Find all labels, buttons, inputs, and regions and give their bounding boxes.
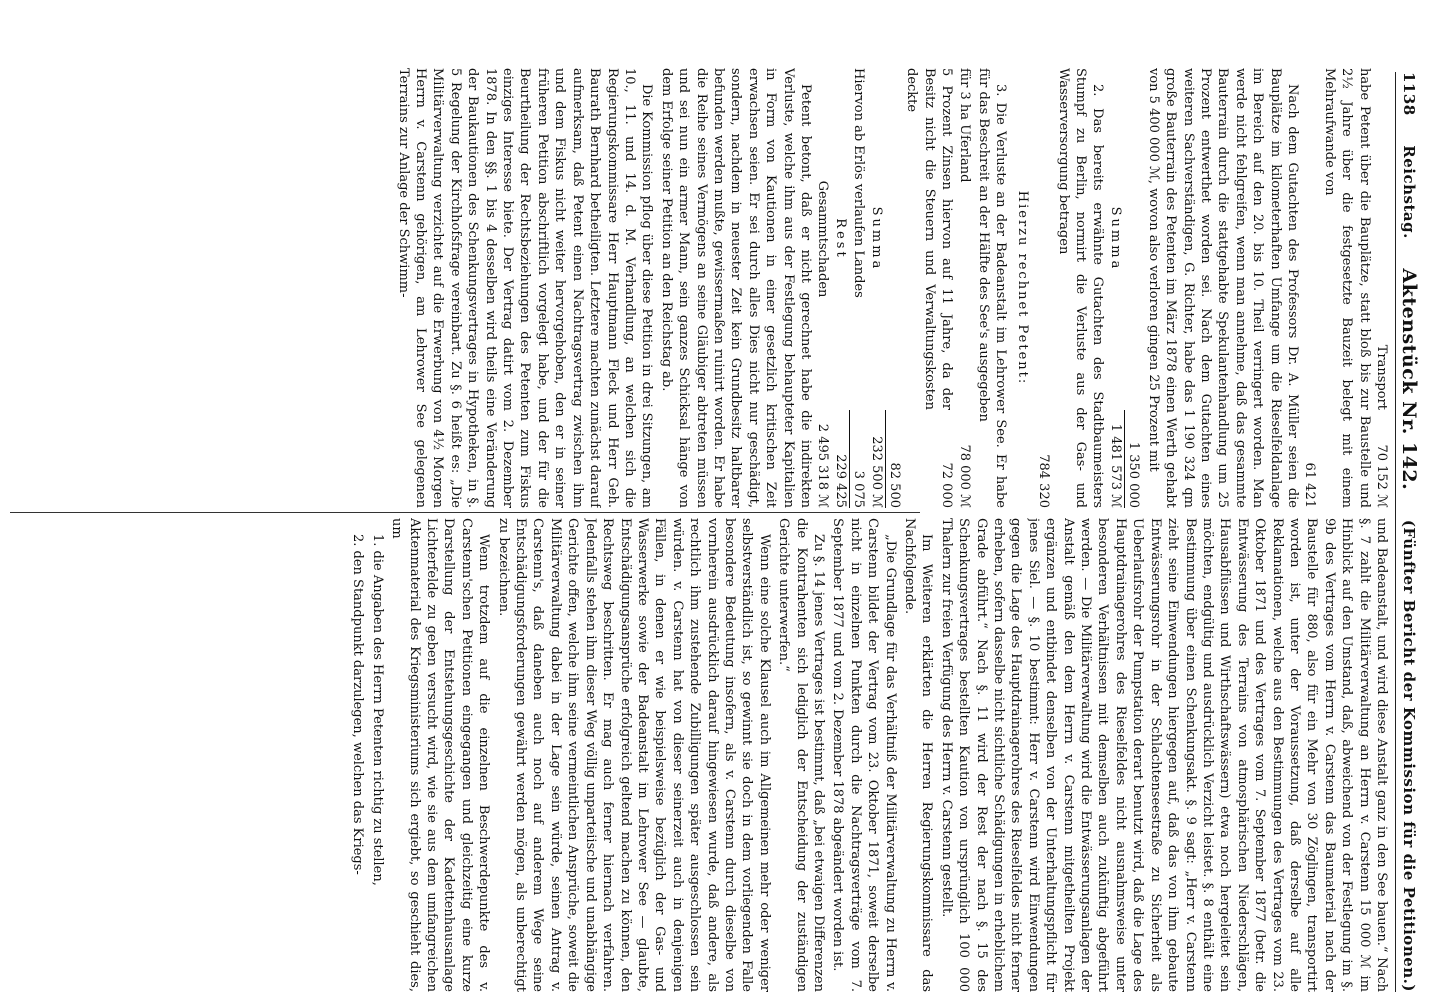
deduction-row: Hiervon ab Erlös verlaufen Landes 3 075 xyxy=(849,68,867,508)
paragraph: Im Weiteren erklärten die Herren Regierungskommissare das Nachfolgende. xyxy=(902,518,935,992)
left-column xyxy=(20,68,1390,508)
header-report-title: (Fünfter Bericht der Kommission für die Petitionen.) xyxy=(1400,519,1418,992)
right-column xyxy=(20,518,1390,992)
transport-row: Transport 70 152 ℳ xyxy=(1374,344,1389,508)
paragraph: Wenn eine solche Klausel auch im Allgemeinen mehr oder weniger selbstverständlich ist, so gewinnt sie doch in dem vorliegenden Falle besondere Bedeutung insofern, als v. Carstenn durch dieselbe von vornherein ausdrücklich darauf hingewiesen wurde, daß andere, als rechtlich ihm zustehende Zubilligungen später ausgeschlossen sein würden. v. Carstenn hat von dieser seinerzeit auch in denjenigen Fällen, in denen er wie beispielsweise bezüglich der Gas- und Wasserwerke sowie der Badeanstalt im Lehrower See — glaubte, Entschädigungsansprüche erfolgreich geltend machen zu können, den Rechtsweg beschritten. Er mag auch ferner hiernach verfahren. Jedenfalls stehen ihm dieser Weg völlig unparteiische und unabhängige Gerichte offen, welche ihm seine vermeintlichen Ansprüche, soweit die Militärverwaltung dabei in der Lage sein würde, seinen Antrag v. Carstenn's, daß daneben auch noch auf anderem Wege seine Entschädigungsforderungen gewährt werden mögen, als unberechtigt zu bezeichnen. xyxy=(495,518,772,992)
header-issue: Aktenstück Nr. 142. xyxy=(1398,268,1420,491)
paragraph: habe Petent über die Bauplätze, statt bloß bis zur Baustelle und 2½ Jahre über die festgesetzte Bauzeit belegt mit einem Mehraufwande von xyxy=(1321,68,1372,508)
summa-row: Summa 1 481 573 ℳ xyxy=(1107,206,1123,508)
section-heading: Hierzu rechnet Petent: xyxy=(1014,190,1030,386)
rest-row: Rest 229 425 xyxy=(832,218,848,508)
page-number: 1138 xyxy=(1400,72,1418,116)
paragraph: Die Kommission pflog über diese Petition in drei Sitzungen, am 10., 11. und 14. d. M. Verhandlung, an welchen sich die Regierungskommissare Herr Hauptmann Fleck und Herr Geh. Baurath Bernhard betheiligten. Letztere machten zunächst darauf aufmerksam, daß Petent einen Nachtragsvertrag zwischen ihm und dem Fiskus nicht weiter hervorgehoben, den er in seiner früheren Petition abschriftlich vorgelegt habe, und der für die Beurtheilung der Rechtsbeziehungen des Petenten zum Fiskus einziges Interesse biete. Der Vertrag datirt vom 2. Dezember 1878. In den §§. 1 bis 4 desselben wird theils eine Veränderung der Baukautionen des Schenkungsvertrages in Hypotheken, in §. 5 Regelung der Kirchhofsfrage vereinbart. Zu §. 6 heißt es: „Die Militärverwaltung verzichtet auf die Erwerbung von 4½ Morgen Herrn v. Carstenn gehörigen, am Lehrower See gelegenen Terrains zur Anlage der Schwimm- xyxy=(395,68,655,508)
paragraph: 2. Das bereits erwähnte Gutachten des Stadtbaumeisters Stumpf zu Berlin, normirt die Verluste aus der Gas- und Wasserversorgung betragen xyxy=(1055,68,1106,508)
paragraph: 3. Die Verluste an der Badeanstalt im Lehrower See. Er habe für das Beschreit an der Hälfte des See's ausgegeben xyxy=(976,68,1009,508)
ledger-row: 5 Prozent Zinsen hiervon auf 11 Jahre, da der Besitz nicht die Steuern und Verwaltungskosten deckte 72 000 xyxy=(904,68,955,508)
paragraph: und Badeanstalt, und wird diese Anstalt ganz in den See bauen.“ Nach §. 7 zahlt die Militärverwaltung an Herrn v. Carstenn 15 000 ℳ im Hinblick auf den Umstand, daß, abweichend von der Festlegung im §. 9b des Vertrages vom Herrn v. Carstenn das Baumaterial nach der Baustelle für 880, also für ein Mehr von 30 Zöglingen, transportirt worden ist, unter der Voraussetzung, daß derselbe auf alle Reklamationen, welche aus den Bestimmungen des Vertrages vom 23. Oktober 1871 und des Vertrages vom 7. September 1877 (betr. die Entwässerung des Terrains von atmosphärischen Niederschlägen, Hausabflüssen und Wirthschaftswässern) etwa noch hergeleitet sein möchten, endgültig und ausdrücklich Verzicht leistet. §. 8 enthält eine Bestimmung über einen Schenkungsakt. §. 9 sagt: „Herr v. Carstenn zieht seine Einwendungen hiergegen auf, daß das von ihm gebaute Entwässerungsrohr in der Schlachtenseestraße zu Sicherheit als Ueberlaufsrohr der Pumpstation derart benutzt wird, daß die Lage des Hauptdrainagerohres des Rieselfeldes nicht ausnahmsweise unter besonderen Verhältnissen mit demselben auch zukünftig abgeführt werden. — Die Militärverwaltung wird die Entwässerungsanlagen der Anstalt gemäß den dem Herrn v. Carstenn mitgetheilten Projekt ergänzen und entbindet denselben von der Unterhaltungspflicht für jenes Siel. — §. 10 bestimmt: Herr v. Carstenn wird Einwendungen gegen die Lage des Hauptdrainagerohres des Rieselfeldes nicht ferner erheben, sofern dasselbe nicht sichtliche Schädigungen in erheblichem Grade abführt.“ Nach §. 11 wird der Rest der nach §. 15 des Schenkungsvertrages bestellten Kaution von ursprünglich 100 000 Thalern zur freien Verfügung des Herrn v. Carstenn gestellt. xyxy=(938,518,1389,992)
header-reichstag: Reichstag. xyxy=(1400,145,1418,239)
page-header xyxy=(1395,72,1422,992)
ledger-row: 82 500 xyxy=(885,68,903,508)
paragraph: Nach dem Gutachten des Professors Dr. A. Müller seien die Bauplätze im kilometerhaften Umfange um die Rieselfeldanlage im Bereich auf den 20. bis 10. Theil verringert worden. Man werde nicht fehlgreifen, wenn man annehme, daß das gesammte Bauterrain durch die stattgehabte Spekulantenhandlung um 25 Prozent entwerthet worden sei. Nach dem Gutachten eines weiteren Sachverständigen, G. Richter, habe das 1 190 324 qm große Bauterrain des Petenten im März 1878 einen Werth gehabt von 5 400 000 ℳ, wovon also verloren gingen 25 Prozent mit xyxy=(1145,68,1300,508)
paragraph: Wenn trotzdem auf die einzelnen Beschwerdepunkte des v. Carstenn'schen Petitionen eingegangen und gleichzeitig eine kurze Darstellung der Entstehungsgeschichte der Kadettenhausanlage Lichterfelde zu geben versucht wird, wie sie aus dem umfangreichen Aktenmaterial des Kriegsministeriums sich ergiebt, so geschieht dies, um xyxy=(389,518,492,992)
ledger-row: für 3 ha Uferland 78 000 ℳ xyxy=(956,68,972,508)
paragraph: Petent betont, daß er nicht gerechnet habe die indirekten Verluste, welche ihm aus der Festlegung behaupteter Kapitalien in Form von Kautionen in einer gesetzlich kritischen Zeit erwachsen seien. Er sei durch alles Dies nicht nur geschädigt, sondern, nachdem in neuester Zeit kein Grundbesitz haltbarer befunden werden mußte, gewissermaßen ruinirt worden. Er habe die Reihe seines Vermögens an seine Gläubiger abtreten müssen und sei nun ein armer Mann, sein ganzes Schicksal hänge von dem Erfolge seiner Petition an den Reichstag ab. xyxy=(658,68,813,508)
summa-row: Summa 232 500 ℳ xyxy=(868,206,884,508)
amount-row: 61 421 xyxy=(1302,462,1318,508)
column-divider xyxy=(10,512,920,513)
amount-row: 784 320 xyxy=(1036,454,1052,508)
paragraph: „Die Grundlage für das Verhältniß der Militärverwaltung zu Herrn v. Carstenn bildet der Vertrag vom 23. Oktober 1871, soweit derselbe nicht in einzelnen Punkten durch die Nachtragsverträge vom 7. September 1877 und vom 2. Dezember 1878 abgeändert worden ist. xyxy=(830,518,898,992)
list-item: 1. die Angaben des Herrn Petenten richtig zu stellen, xyxy=(369,534,385,886)
list-item: 2. den Standpunkt darzulegen, welchen das Kriegs- xyxy=(350,534,366,875)
total-damage-row: Gesammtschaden 2 495 318 ℳ xyxy=(815,180,831,508)
paragraph: Zu §. 14 jenes Vertrages ist bestimmt, daß „bei etwaigen Differenzen die Kontrahenten sich lediglich der Entscheidung der zuständigen Gerichte unterwerfen.“ xyxy=(776,518,826,992)
amount-row: 1 350 000 xyxy=(1124,68,1142,508)
